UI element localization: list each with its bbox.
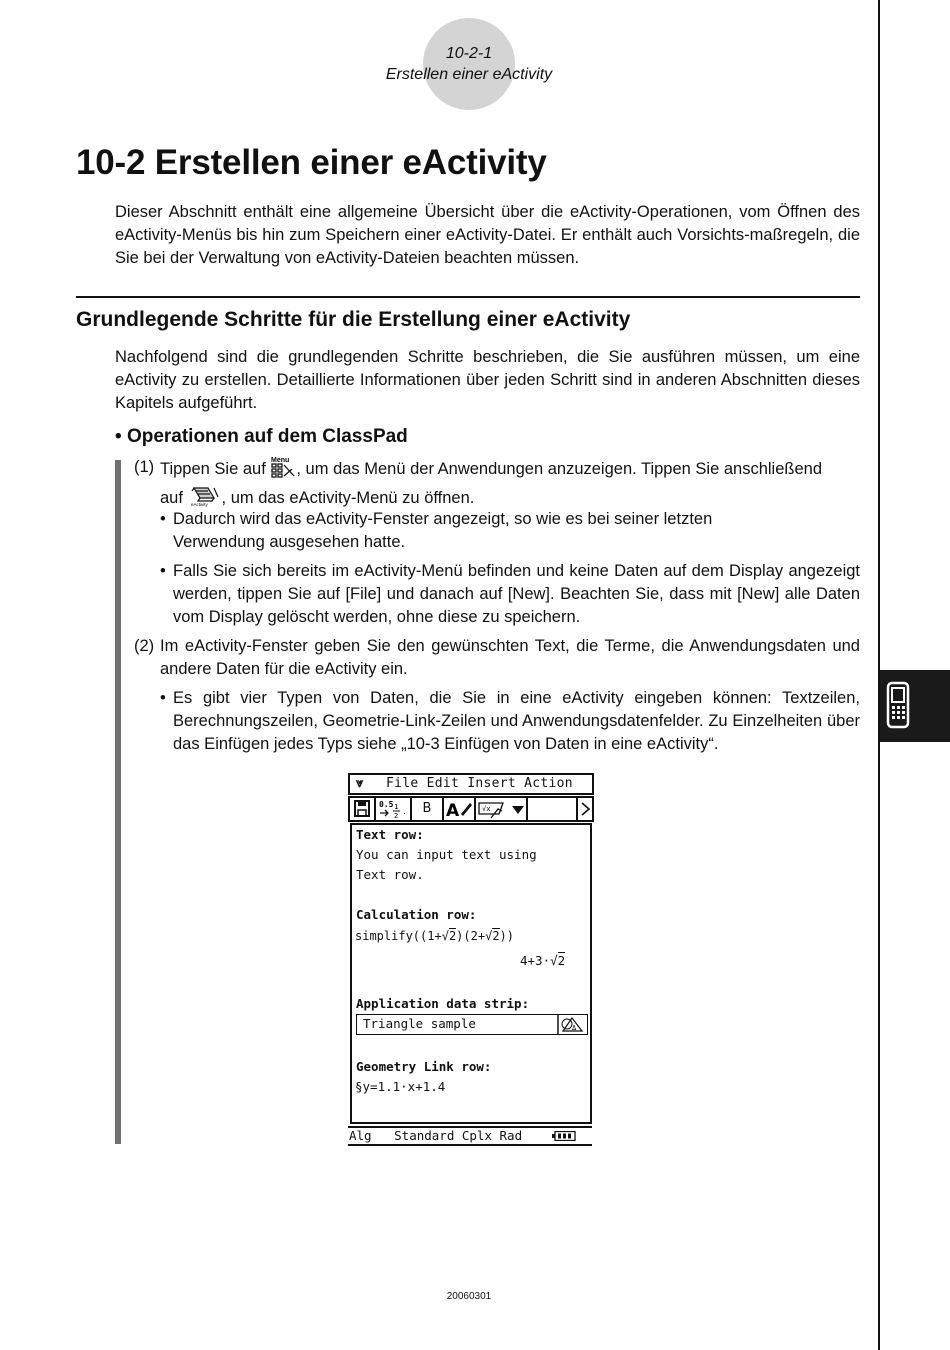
fraction-toggle-icon xyxy=(376,798,412,820)
bullet-glyph: • xyxy=(160,510,166,528)
classpad-icon xyxy=(886,681,910,729)
screen-toolbar xyxy=(348,796,594,822)
svg-text:√x: √x xyxy=(482,805,491,813)
section-rule xyxy=(76,296,860,298)
sqrt-icon: √ xyxy=(485,929,493,943)
eactivity-icon-label: eActivity xyxy=(190,502,208,507)
battery-icon xyxy=(552,1131,576,1141)
step-1-text-b: , um das Menü der Anwendungen anzuzeigen. Tippen Sie anschließend xyxy=(296,460,822,478)
chapter-title: 10-2 Erstellen einer eActivity xyxy=(76,143,547,182)
step-2-number: (2) xyxy=(134,637,155,655)
calc-row-heading: Calculation row: xyxy=(356,907,477,922)
geo-row-expression xyxy=(355,1079,445,1094)
step-1-text-d: , um das eActivity-Menü zu öffnen. xyxy=(221,489,475,507)
calc-input-radicand-2: 2 xyxy=(492,929,500,943)
step-1-text-a: Tippen Sie auf xyxy=(160,460,271,478)
chapter-side-tab xyxy=(880,670,950,742)
fraction-toggle-text: 0.5 xyxy=(379,800,394,809)
footer-code: 20060301 xyxy=(446,1291,492,1302)
header-circle xyxy=(423,18,515,110)
text-row-line-1: You can input text using xyxy=(356,847,537,862)
calc-row-icon xyxy=(476,798,510,820)
calc-result-radicand: 2 xyxy=(557,953,566,968)
menu-icon xyxy=(270,456,296,485)
save-icon xyxy=(350,798,376,820)
calc-result-text: 4+3· xyxy=(520,953,551,968)
menu-icon-label: Menu xyxy=(271,457,290,464)
text-row-line-2: Text row. xyxy=(356,867,424,882)
text-row-heading: Text row: xyxy=(356,827,424,842)
subsection-title-text: Operationen auf dem ClassPad xyxy=(126,426,408,447)
svg-text:Δ: Δ xyxy=(572,1024,577,1032)
running-title: Erstellen einer eActivity xyxy=(385,66,553,83)
sqrt-icon: √ xyxy=(441,929,449,943)
subsection-bullet: • xyxy=(115,426,122,447)
subsection-title xyxy=(115,426,408,448)
link-icon: § xyxy=(355,1079,363,1094)
geometry-app-icon xyxy=(557,1015,587,1034)
application-data-strip xyxy=(356,1014,588,1035)
step-1-bullet-1: Dadurch wird das eActivity-Fenster angezeigt, so wie es bei seiner letzten Verwendung ausgesehen hatte. xyxy=(173,510,713,551)
calc-input-c: )) xyxy=(499,929,514,943)
svg-text:2: 2 xyxy=(394,812,399,820)
svg-text:1: 1 xyxy=(394,803,399,811)
app-strip-label: Triangle sample xyxy=(363,1016,476,1031)
screen-menu-items: File Edit Insert Action xyxy=(386,776,573,791)
step-1-bullet-2: Falls Sie sich bereits im eActivity-Menü befinden und keine Daten auf dem Display angezeigt werden, tippen Sie auf [File] und danach auf [New]. Beachten Sie, dass mit [New] alle Daten vom Display gelöscht werden, ohne diese zu speichern. xyxy=(173,562,860,626)
section-intro: Nachfolgend sind die grundlegenden Schritte beschrieben, die Sie ausführen müssen, um eine eActivity zu erstellen. Detaillierte Informationen über jeden Schritt sind in anderen Abschnitten dieses Kapitels aufgeführt. xyxy=(115,348,860,412)
step-1-text xyxy=(160,456,860,514)
scroll-right-icon xyxy=(576,798,594,820)
bullet-glyph: • xyxy=(160,562,166,580)
dropdown-triangle-icon xyxy=(510,798,528,820)
sqrt-icon: √ xyxy=(550,953,558,968)
step-1-text-c: auf xyxy=(160,489,188,507)
screen-menu-bar xyxy=(348,773,594,795)
step-1-number: (1) xyxy=(134,458,155,476)
svg-text:A: A xyxy=(446,801,460,820)
procedure-bar xyxy=(115,460,121,1144)
screen-work-area xyxy=(350,823,592,1124)
geo-expr-text: y=1.1·x+1.4 xyxy=(362,1079,446,1094)
bullet-glyph: • xyxy=(160,689,166,707)
status-text: Alg Standard Cplx Rad xyxy=(349,1128,523,1143)
bold-tool-button: B xyxy=(412,798,444,820)
svg-text:·: · xyxy=(402,809,407,818)
step-2-bullet-1: Es gibt vier Typen von Daten, die Sie in eine eActivity eingeben können: Textzeilen, Berechnungszeilen, Geometrie-Link-Zeilen und Anwendungsdatenfelder. Zu Einzelheiten über das Einfügen jedes Typs siehe „10-3 Einfügen von Daten in eine eActivity“. xyxy=(173,689,860,753)
page-number: 10-2-1 xyxy=(445,45,493,62)
geo-row-heading: Geometry Link row: xyxy=(356,1059,492,1074)
menu-down-icon: ⩔ xyxy=(356,776,364,791)
calc-input-a: simplify((1+ xyxy=(355,929,442,943)
calc-row-result xyxy=(520,953,565,968)
app-strip-heading: Application data strip: xyxy=(356,996,530,1011)
screen-status-bar xyxy=(348,1126,592,1146)
section-title: Grundlegende Schritte für die Erstellung einer eActivity xyxy=(76,308,631,331)
calc-input-radicand-1: 2 xyxy=(448,929,457,943)
calc-input-b: )(2+ xyxy=(456,929,486,943)
classpad-screenshot xyxy=(347,772,593,1146)
chapter-intro: Dieser Abschnitt enthält eine allgemeine Übersicht über die eActivity-Operationen, vom Öffnen des eActivity-Menüs bis hin zum Speichern einer eActivity-Datei. Er enthält auch Vorsichts-maßregeln, die Sie bei der Verwaltung von eActivity-Dateien beachten müssen. xyxy=(115,203,860,267)
step-2-text: Im eActivity-Fenster geben Sie den gewünschten Text, die Terme, die Anwendungsdaten und andere Daten für die eActivity ein. xyxy=(160,637,860,678)
calc-row-input xyxy=(355,929,514,943)
text-style-icon xyxy=(444,798,476,820)
